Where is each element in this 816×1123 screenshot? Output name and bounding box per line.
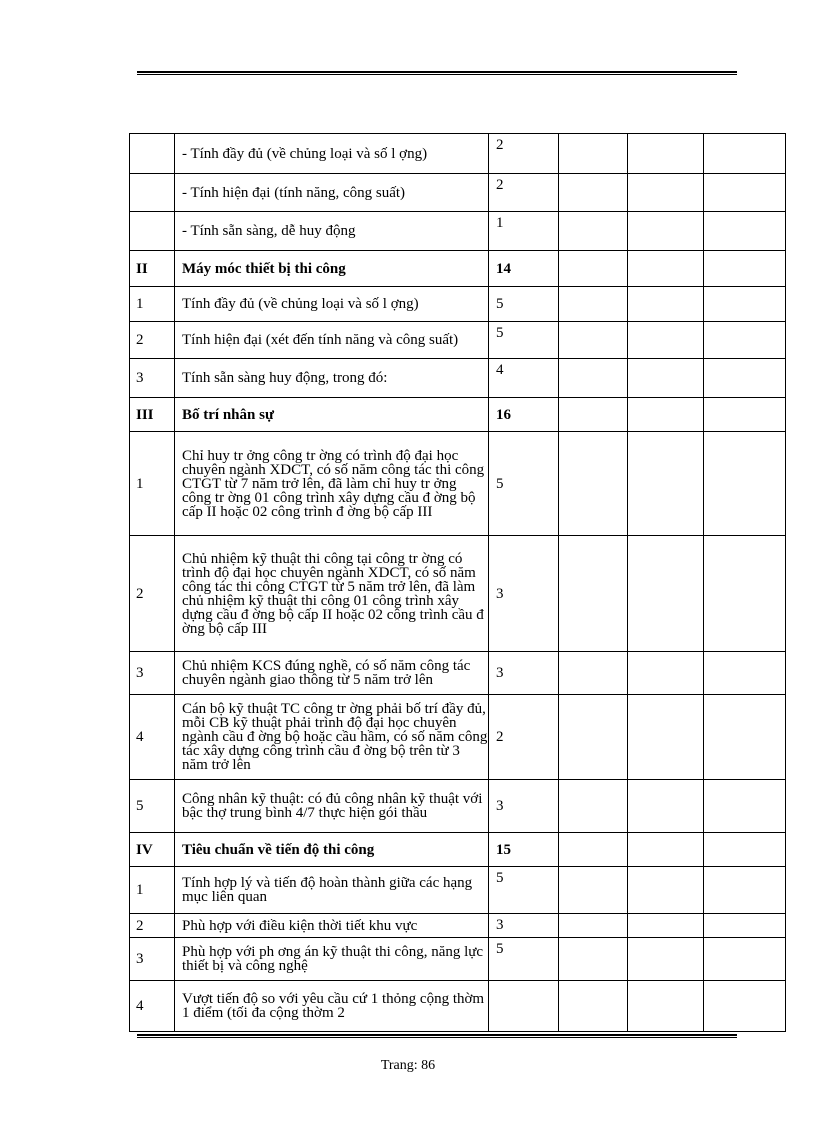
- empty-cell: [704, 432, 786, 536]
- empty-cell: [559, 174, 628, 212]
- criterion-text: Chủ nhiệm KCS đúng nghề, có số năm công tác chuyên ngành giao thông từ 5 năm trở lên: [175, 652, 489, 695]
- row-number: 3: [130, 652, 175, 695]
- empty-cell: [704, 780, 786, 833]
- score: 14: [489, 251, 559, 287]
- score: 3: [489, 780, 559, 833]
- empty-cell: [704, 833, 786, 867]
- criterion-text: Cán bộ kỹ thuật TC công tr ờng phải bố trí đầy đủ, mỗi CB kỹ thuật phải trình độ đại học chuyên ngành cầu đ ờng bộ hoặc cầu hầm, có số năm công tác xây dựng công trình cầu đ ờng bộ trên từ 3 năm trở lên: [175, 695, 489, 780]
- page-label: Trang:: [380, 1058, 418, 1073]
- score: 2: [489, 174, 559, 212]
- empty-cell: [628, 833, 704, 867]
- empty-cell: [704, 914, 786, 938]
- criterion-text: Phù hợp với điều kiện thời tiết khu vực: [175, 914, 489, 938]
- empty-cell: [559, 287, 628, 322]
- criterion-text: Tính hợp lý và tiến độ hoàn thành giữa các hạng mục liên quan: [175, 867, 489, 914]
- empty-cell: [628, 914, 704, 938]
- table-row: [130, 652, 786, 695]
- empty-cell: [628, 695, 704, 780]
- score: 15: [489, 833, 559, 867]
- page-number: 86: [421, 1058, 436, 1073]
- row-number: [130, 212, 175, 251]
- empty-cell: [559, 981, 628, 1032]
- table-row: [130, 134, 786, 174]
- score: 3: [489, 914, 559, 938]
- empty-cell: [559, 695, 628, 780]
- empty-cell: [704, 695, 786, 780]
- empty-cell: [559, 134, 628, 174]
- criterion-text: Công nhân kỹ thuật: có đủ công nhân kỹ thuật với bậc thợ trung bình 4/7 thực hiện gói thầu: [175, 780, 489, 833]
- criterion-text: Chỉ huy tr ởng công tr ờng có trình độ đại học chuyên ngành XDCT, có số năm công tác thi công CTGT từ 7 năm trở lên, đã làm chỉ huy tr ởng công tr ờng 01 công trình xây dựng cầu đ ờng bộ cấp II hoặc 02 công trình đ ờng bộ cấp III: [175, 432, 489, 536]
- criterion-text: Tiêu chuẩn về tiến độ thi công: [175, 833, 489, 867]
- row-number: III: [130, 398, 175, 432]
- empty-cell: [628, 981, 704, 1032]
- table-row: [130, 287, 786, 322]
- table-row: [130, 251, 786, 287]
- table-row: [130, 322, 786, 359]
- criterion-text: Máy móc thiết bị thi công: [175, 251, 489, 287]
- row-number: 3: [130, 938, 175, 981]
- row-number: 2: [130, 536, 175, 652]
- score: 3: [489, 536, 559, 652]
- empty-cell: [628, 359, 704, 398]
- empty-cell: [704, 867, 786, 914]
- criterion-text: - Tính sẵn sàng, dễ huy động: [175, 212, 489, 251]
- table-row: [130, 981, 786, 1032]
- header-rule: [137, 71, 737, 75]
- criterion-text: Chủ nhiệm kỹ thuật thi công tại công tr ờng có trình độ đại học chuyên ngành XDCT, có số năm công tác thi công CTGT từ 5 năm trở lên, đã làm chủ nhiệm kỹ thuật thi công 01 công trình xây dựng cầu đ ờng bộ cấp II hoặc 02 công trình cầu đ ờng bộ cấp III: [175, 536, 489, 652]
- empty-cell: [559, 914, 628, 938]
- empty-cell: [559, 212, 628, 251]
- empty-cell: [704, 212, 786, 251]
- empty-cell: [704, 981, 786, 1032]
- criterion-text: - Tính đầy đủ (về chủng loại và số l ợng): [175, 134, 489, 174]
- empty-cell: [559, 652, 628, 695]
- table-row: [130, 432, 786, 536]
- empty-cell: [628, 398, 704, 432]
- empty-cell: [704, 536, 786, 652]
- score: 2: [489, 134, 559, 174]
- score: 5: [489, 322, 559, 359]
- empty-cell: [559, 322, 628, 359]
- empty-cell: [559, 359, 628, 398]
- criterion-text: Vượt tiến độ so với yêu cầu cứ 1 thỏng cộng thờm 1 điểm (tối đa cộng thờm 2: [175, 981, 489, 1032]
- criterion-text: Phù hợp với ph ơng án kỹ thuật thi công, năng lực thiết bị và công nghệ: [175, 938, 489, 981]
- table-row: [130, 833, 786, 867]
- empty-cell: [559, 398, 628, 432]
- table-row: [130, 780, 786, 833]
- score: 5: [489, 938, 559, 981]
- score: 3: [489, 652, 559, 695]
- row-number: 4: [130, 981, 175, 1032]
- row-number: 2: [130, 914, 175, 938]
- table-row: [130, 398, 786, 432]
- empty-cell: [628, 938, 704, 981]
- scoring-table: [129, 133, 786, 1032]
- empty-cell: [559, 938, 628, 981]
- score: 1: [489, 212, 559, 251]
- table-row: [130, 212, 786, 251]
- row-number: IV: [130, 833, 175, 867]
- row-number: 1: [130, 867, 175, 914]
- row-number: [130, 174, 175, 212]
- score: 5: [489, 432, 559, 536]
- criterion-text: Tính hiện đại (xét đến tính năng và công suất): [175, 322, 489, 359]
- empty-cell: [704, 322, 786, 359]
- empty-cell: [559, 432, 628, 536]
- score: 5: [489, 287, 559, 322]
- empty-cell: [559, 833, 628, 867]
- page-footer: [0, 1058, 816, 1074]
- empty-cell: [628, 867, 704, 914]
- empty-cell: [628, 251, 704, 287]
- row-number: 4: [130, 695, 175, 780]
- table-row: [130, 867, 786, 914]
- empty-cell: [559, 536, 628, 652]
- empty-cell: [704, 359, 786, 398]
- empty-cell: [559, 867, 628, 914]
- row-number: 5: [130, 780, 175, 833]
- empty-cell: [628, 780, 704, 833]
- criterion-text: Bố trí nhân sự: [175, 398, 489, 432]
- empty-cell: [704, 251, 786, 287]
- table-row: [130, 174, 786, 212]
- empty-cell: [628, 536, 704, 652]
- empty-cell: [559, 780, 628, 833]
- empty-cell: [628, 174, 704, 212]
- empty-cell: [704, 398, 786, 432]
- empty-cell: [704, 938, 786, 981]
- criterion-text: Tính sẵn sàng huy động, trong đó:: [175, 359, 489, 398]
- score: 2: [489, 695, 559, 780]
- score: [489, 981, 559, 1032]
- score: 4: [489, 359, 559, 398]
- criterion-text: Tính đầy đủ (về chủng loại và số l ợng): [175, 287, 489, 322]
- row-number: 1: [130, 432, 175, 536]
- empty-cell: [559, 251, 628, 287]
- table-row: [130, 695, 786, 780]
- row-number: 2: [130, 322, 175, 359]
- table-row: [130, 914, 786, 938]
- row-number: [130, 134, 175, 174]
- row-number: 1: [130, 287, 175, 322]
- row-number: II: [130, 251, 175, 287]
- empty-cell: [628, 322, 704, 359]
- empty-cell: [704, 174, 786, 212]
- empty-cell: [628, 287, 704, 322]
- empty-cell: [628, 652, 704, 695]
- criterion-text: - Tính hiện đại (tính năng, công suất): [175, 174, 489, 212]
- score: 5: [489, 867, 559, 914]
- empty-cell: [628, 212, 704, 251]
- table-row: [130, 536, 786, 652]
- row-number: 3: [130, 359, 175, 398]
- score: 16: [489, 398, 559, 432]
- table-row: [130, 359, 786, 398]
- empty-cell: [704, 134, 786, 174]
- empty-cell: [628, 432, 704, 536]
- table-row: [130, 938, 786, 981]
- empty-cell: [628, 134, 704, 174]
- footer-rule: [137, 1034, 737, 1038]
- empty-cell: [704, 652, 786, 695]
- empty-cell: [704, 287, 786, 322]
